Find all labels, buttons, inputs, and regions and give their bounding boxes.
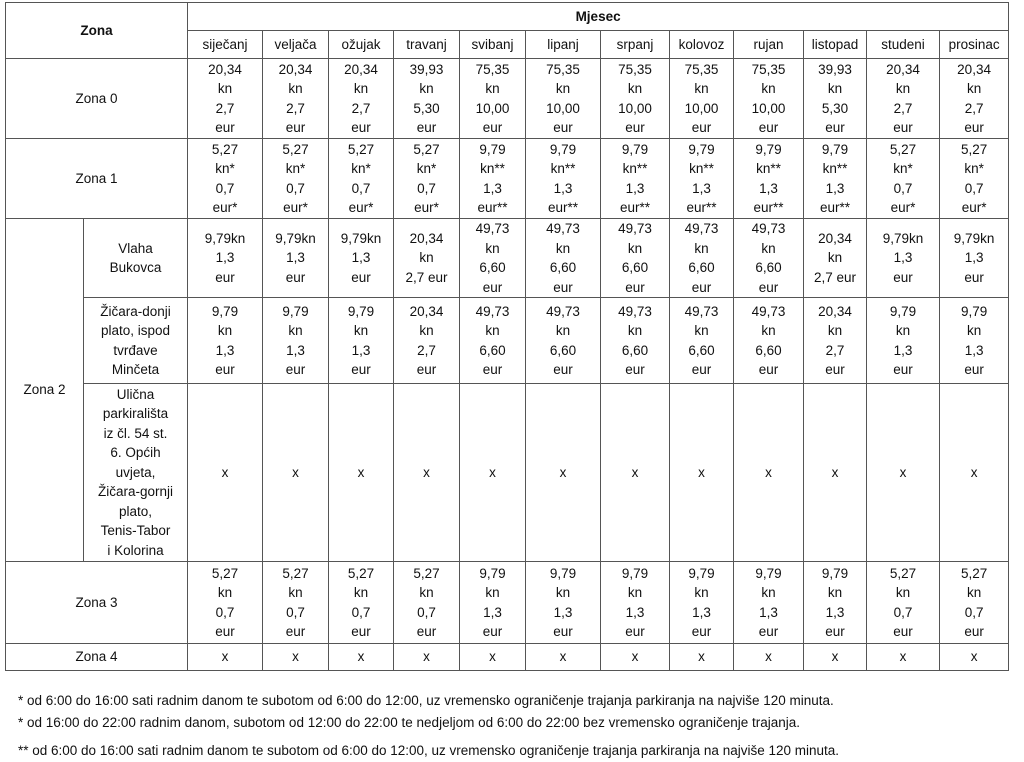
zone-label: Zona 2	[6, 219, 84, 562]
price-cell: 9,79 kn** 1,3 eur**	[804, 139, 867, 219]
zone-label: Zona 1	[6, 139, 188, 219]
price-cell: 5,27 kn* 0,7 eur*	[188, 139, 263, 219]
price-cell: 9,79 kn 1,3 eur	[526, 562, 601, 644]
price-cell: 49,73 kn 6,60 eur	[601, 219, 670, 298]
table-row	[6, 139, 1024, 219]
month-header: lipanj	[526, 31, 601, 59]
price-cell: 9,79 kn 1,3 eur	[940, 298, 1009, 384]
price-cell: x	[188, 644, 263, 671]
price-cell: 75,35 kn 10,00 eur	[526, 59, 601, 139]
parking-price-table	[5, 2, 1024, 671]
price-cell: 5,27 kn 0,7 eur	[188, 562, 263, 644]
table-row	[6, 562, 1024, 644]
price-cell: 9,79kn 1,3 eur	[263, 219, 329, 298]
mjesec-header: Mjesec	[188, 3, 1009, 31]
price-cell: 9,79 kn** 1,3 eur**	[460, 139, 526, 219]
price-cell: 9,79 kn** 1,3 eur**	[526, 139, 601, 219]
price-cell: 75,35 kn 10,00 eur	[670, 59, 734, 139]
price-cell: 39,93 kn 5,30 eur	[804, 59, 867, 139]
price-cell: 49,73 kn 6,60 eur	[670, 219, 734, 298]
price-cell: x	[526, 644, 601, 671]
footnote: ** od 6:00 do 16:00 sati radnim danom te subotom od 6:00 do 12:00, uz vremensko ograničenje trajanja parkiranja na najviše 120 minuta.	[18, 740, 839, 762]
month-header: svibanj	[460, 31, 526, 59]
price-cell: 5,27 kn* 0,7 eur*	[867, 139, 940, 219]
price-cell: x	[460, 644, 526, 671]
table-row	[6, 644, 1024, 671]
price-cell: 9,79 kn 1,3 eur	[734, 562, 804, 644]
price-cell: 9,79 kn 1,3 eur	[670, 562, 734, 644]
price-cell: x	[601, 644, 670, 671]
price-cell: 9,79 kn 1,3 eur	[329, 298, 394, 384]
price-cell: x	[394, 644, 460, 671]
price-cell: x	[734, 644, 804, 671]
price-cell: 9,79kn 1,3 eur	[329, 219, 394, 298]
price-cell: 20,34 kn 2,7 eur	[329, 59, 394, 139]
price-cell: 5,27 kn 0,7 eur	[263, 562, 329, 644]
price-cell: 49,73 kn 6,60 eur	[670, 298, 734, 384]
price-cell: 9,79 kn** 1,3 eur**	[734, 139, 804, 219]
subzone-label: Žičara-donji plato, ispod tvrđave Minčeta	[84, 298, 188, 384]
price-cell: 5,27 kn 0,7 eur	[867, 562, 940, 644]
price-cell: 49,73 kn 6,60 eur	[526, 298, 601, 384]
price-cell: x	[329, 644, 394, 671]
price-cell: x	[867, 644, 940, 671]
table-row	[6, 384, 1024, 562]
price-cell: 9,79 kn 1,3 eur	[460, 562, 526, 644]
month-header: studeni	[867, 31, 940, 59]
price-cell: 5,27 kn* 0,7 eur*	[263, 139, 329, 219]
month-header: kolovoz	[670, 31, 734, 59]
price-cell: 49,73 kn 6,60 eur	[460, 298, 526, 384]
price-cell: x	[670, 384, 734, 562]
price-cell: 9,79kn 1,3 eur	[867, 219, 940, 298]
price-cell: 9,79kn 1,3 eur	[188, 219, 263, 298]
zone-label: Zona 3	[6, 562, 188, 644]
month-header: rujan	[734, 31, 804, 59]
price-cell: x	[670, 644, 734, 671]
price-cell: x	[734, 384, 804, 562]
price-cell: 49,73 kn 6,60 eur	[601, 298, 670, 384]
table-row	[6, 59, 1024, 139]
price-cell: 5,27 kn 0,7 eur	[329, 562, 394, 644]
subzone-label: Ulična parkirališta iz čl. 54 st. 6. Općih uvjeta, Žičara-gornji plato, Tenis-Tabor i Kolorina	[84, 384, 188, 562]
price-cell: x	[940, 384, 1009, 562]
price-cell: 49,73 kn 6,60 eur	[734, 219, 804, 298]
month-header: travanj	[394, 31, 460, 59]
price-cell: 5,27 kn* 0,7 eur*	[329, 139, 394, 219]
subzone-label: Vlaha Bukovca	[84, 219, 188, 298]
footnote: * od 16:00 do 22:00 radnim danom, subotom od 12:00 do 22:00 te nedjeljom od 6:00 do 22:00 bez vremensko ograničenje trajanja.	[18, 712, 839, 734]
price-cell: 9,79 kn** 1,3 eur**	[601, 139, 670, 219]
zone-label: Zona 4	[6, 644, 188, 671]
footnote: * od 6:00 do 16:00 sati radnim danom te subotom od 6:00 do 12:00, uz vremensko ograničenje trajanja parkiranja na najviše 120 minuta.	[18, 690, 839, 712]
month-header: ožujak	[329, 31, 394, 59]
month-header: srpanj	[601, 31, 670, 59]
zona-header: Zona	[6, 3, 188, 59]
price-cell: 20,34 kn 2,7 eur	[804, 219, 867, 298]
price-cell: 9,79 kn 1,3 eur	[188, 298, 263, 384]
price-cell: 9,79 kn 1,3 eur	[601, 562, 670, 644]
price-cell: 5,27 kn 0,7 eur	[394, 562, 460, 644]
table-row	[6, 298, 1024, 384]
price-cell: 49,73 kn 6,60 eur	[734, 298, 804, 384]
price-cell: x	[263, 384, 329, 562]
price-cell: 20,34 kn 2,7 eur	[867, 59, 940, 139]
price-cell: 20,34 kn 2,7 eur	[940, 59, 1009, 139]
price-cell: 20,34 kn 2,7 eur	[263, 59, 329, 139]
price-cell: x	[867, 384, 940, 562]
price-cell: 49,73 kn 6,60 eur	[460, 219, 526, 298]
footnotes	[18, 690, 839, 762]
month-header: prosinac	[940, 31, 1009, 59]
price-cell: 9,79 kn** 1,3 eur**	[670, 139, 734, 219]
price-cell: x	[526, 384, 601, 562]
price-cell: 20,34 kn 2,7 eur	[188, 59, 263, 139]
price-cell: x	[394, 384, 460, 562]
price-cell: 20,34 kn 2,7 eur	[394, 219, 460, 298]
price-cell: x	[329, 384, 394, 562]
price-cell: 20,34 kn 2,7 eur	[804, 298, 867, 384]
price-cell: 39,93 kn 5,30 eur	[394, 59, 460, 139]
price-cell: x	[188, 384, 263, 562]
month-header: siječanj	[188, 31, 263, 59]
price-cell: 49,73 kn 6,60 eur	[526, 219, 601, 298]
price-cell: x	[601, 384, 670, 562]
price-cell: x	[460, 384, 526, 562]
price-cell: 9,79kn 1,3 eur	[940, 219, 1009, 298]
price-cell: 20,34 kn 2,7 eur	[394, 298, 460, 384]
price-cell: 9,79 kn 1,3 eur	[804, 562, 867, 644]
price-cell: 5,27 kn* 0,7 eur*	[394, 139, 460, 219]
table-row	[6, 219, 1024, 298]
price-cell: x	[263, 644, 329, 671]
month-header: veljača	[263, 31, 329, 59]
price-cell: 75,35 kn 10,00 eur	[460, 59, 526, 139]
price-cell: 5,27 kn* 0,7 eur*	[940, 139, 1009, 219]
price-cell: 9,79 kn 1,3 eur	[867, 298, 940, 384]
price-cell: x	[804, 644, 867, 671]
price-cell: 9,79 kn 1,3 eur	[263, 298, 329, 384]
price-cell: x	[940, 644, 1009, 671]
price-cell: x	[804, 384, 867, 562]
price-cell: 75,35 kn 10,00 eur	[734, 59, 804, 139]
month-header: listopad	[804, 31, 867, 59]
price-cell: 75,35 kn 10,00 eur	[601, 59, 670, 139]
price-cell: 5,27 kn 0,7 eur	[940, 562, 1009, 644]
zone-label: Zona 0	[6, 59, 188, 139]
